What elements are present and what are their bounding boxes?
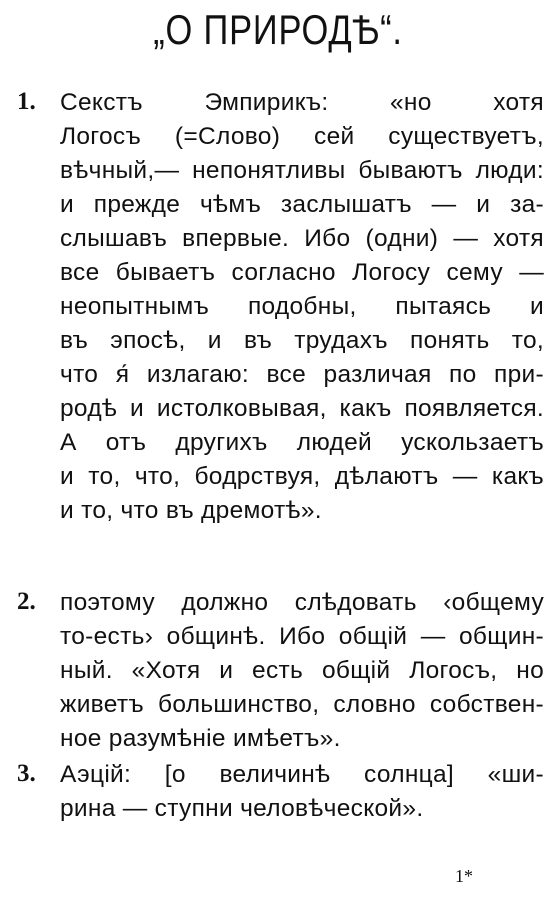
fragment-text (60, 758, 544, 826)
text-line: Логосъ (=Слово) сей существуетъ, (60, 123, 544, 150)
text-line: родѣ и истолковывая, какъ появляется. (60, 395, 544, 422)
text-line: живетъ большинство, словно собствен- (60, 691, 544, 718)
text-line: въ эпосѣ, и въ трудахъ понять то, (60, 327, 544, 354)
text-line: все бываетъ согласно Логосу сему — (60, 259, 544, 286)
text-line: А отъ другихъ людей ускользаетъ (60, 429, 544, 456)
text-line: и то, что въ дремотѣ». (60, 497, 322, 524)
fragment-text (60, 86, 544, 528)
text-line: Аэцій: [о величинѣ солнца] «ши- (60, 761, 544, 788)
text-line: что я́ излагаю: все различая по при- (60, 361, 544, 388)
fragment-text (60, 586, 544, 756)
text-line: то-есть› общинѣ. Ибо общій — общин- (60, 623, 544, 650)
text-line: и прежде чѣмъ заслышатъ — и за- (60, 191, 544, 218)
text-line: и то, что, бодрствуя, дѣлаютъ — какъ (60, 463, 544, 490)
text-line: слышавъ впервые. Ибо (одни) — хотя (60, 225, 544, 252)
text-line: рина — ступни человѣческой». (60, 795, 424, 822)
page-title: „О ПРИРОДѢ“. (153, 6, 403, 53)
signature-mark: 1* (455, 866, 473, 886)
fragment-number: 2. (17, 588, 36, 615)
text-line: ный. «Хотя и есть общій Логосъ, но (60, 657, 544, 684)
text-line: поэтому должно слѣдовать ‹общему (60, 589, 544, 616)
text-line: Секстъ Эмпирикъ: «но хотя (60, 89, 544, 116)
text-line: ное разумѣніе имѣетъ». (60, 725, 341, 752)
text-line: вѣчный,— непонятливы бываютъ люди: (60, 157, 544, 184)
fragment-number: 1. (17, 88, 36, 115)
text-line: неопытнымъ подобны, пытаясь и (60, 293, 544, 320)
fragment-number: 3. (17, 760, 36, 787)
